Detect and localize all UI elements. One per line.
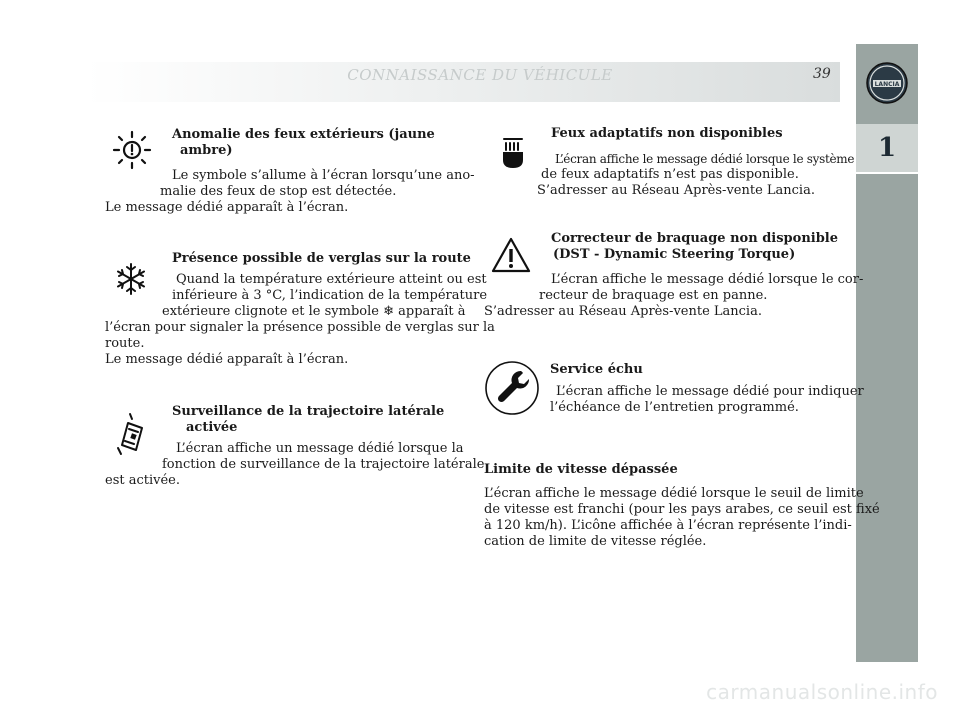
lane-body-2: fonction de surveillance de la trajectoire latérale (162, 457, 485, 472)
watermark: carmanualsonline.info (706, 680, 938, 704)
snowflake-icon (114, 262, 148, 296)
ice-title: Présence possible de verglas sur la route (172, 251, 471, 266)
lancia-logo (856, 44, 918, 122)
wrench-icon (483, 359, 541, 417)
dst-title-1: Correcteur de braquage non disponible (551, 231, 839, 246)
lane-body-3: est activée. (105, 473, 180, 488)
service-title: Service échu (550, 362, 643, 377)
ext-lights-body-1: Le symbole s’allume à l’écran lorsqu’une ano- (172, 168, 475, 183)
page-number: 39 (813, 66, 831, 82)
dst-title-2: (DST - Dynamic Steering Torque) (553, 247, 796, 262)
running-title: CONNAISSANCE DU VÉHICULE (347, 66, 613, 84)
adaptive-body-3: S’adresser au Réseau Après-vente Lancia. (537, 183, 815, 198)
service-body-1: L’écran affiche le message dédié pour indiquer (556, 384, 864, 399)
ext-lights-title-2: ambre) (180, 143, 233, 158)
ice-body-4: l’écran pour signaler la présence possible de verglas sur la (105, 320, 495, 335)
speed-title: Limite de vitesse dépassée (484, 462, 678, 477)
ice-body-3: extérieure clignote et le symbole ❄ apparaît à (162, 304, 466, 319)
dst-body-1: L’écran affiche le message dédié lorsque le cor- (551, 272, 864, 287)
ext-lights-title-1: Anomalie des feux extérieurs (jaune (172, 127, 435, 142)
service-body-2: l’échéance de l’entretien programmé. (550, 400, 799, 415)
chapter-number: 1 (856, 124, 918, 172)
ice-body-6: Le message dédié apparaît à l’écran. (105, 352, 349, 367)
speed-body-2: de vitesse est franchi (pour les pays arabes, ce seuil est fixé (484, 502, 880, 517)
exterior-light-warning-icon (110, 128, 154, 172)
adaptive-body-2: de feux adaptatifs n’est pas disponible. (541, 167, 799, 182)
lane-body-1: L’écran affiche un message dédié lorsque la (176, 441, 464, 456)
ice-body-5: route. (105, 336, 145, 351)
lane-title-1: Surveillance de la trajectoire latérale (172, 404, 445, 419)
ext-lights-body-3: Le message dédié apparaît à l’écran. (105, 200, 349, 215)
speed-body-3: à 120 km/h). L’icône affichée à l’écran représente l’indi- (484, 518, 852, 533)
speed-body-1: L’écran affiche le message dédié lorsque le seuil de limite (484, 486, 864, 501)
lane-departure-car-icon (116, 412, 148, 456)
lane-title-2: activée (186, 420, 238, 435)
dst-body-2: recteur de braquage est en panne. (539, 288, 768, 303)
ext-lights-body-2: malie des feux de stop est détectée. (160, 184, 397, 199)
lancia-logo-icon (865, 61, 909, 105)
speed-body-4: cation de limite de vitesse réglée. (484, 534, 707, 549)
warning-triangle-icon (490, 236, 532, 274)
adaptive-headlight-icon (500, 136, 526, 170)
ice-body-1: Quand la température extérieure atteint ou est (176, 272, 487, 287)
adaptive-title: Feux adaptatifs non disponibles (551, 126, 783, 141)
ice-body-2: inférieure à 3 °C, l’indication de la température (172, 288, 488, 303)
dst-body-3: S’adresser au Réseau Après-vente Lancia. (484, 304, 762, 319)
adaptive-body-1: L’écran affiche le message dédié lorsque le système (555, 152, 855, 166)
svg-text:LANCIA: LANCIA (874, 81, 900, 88)
